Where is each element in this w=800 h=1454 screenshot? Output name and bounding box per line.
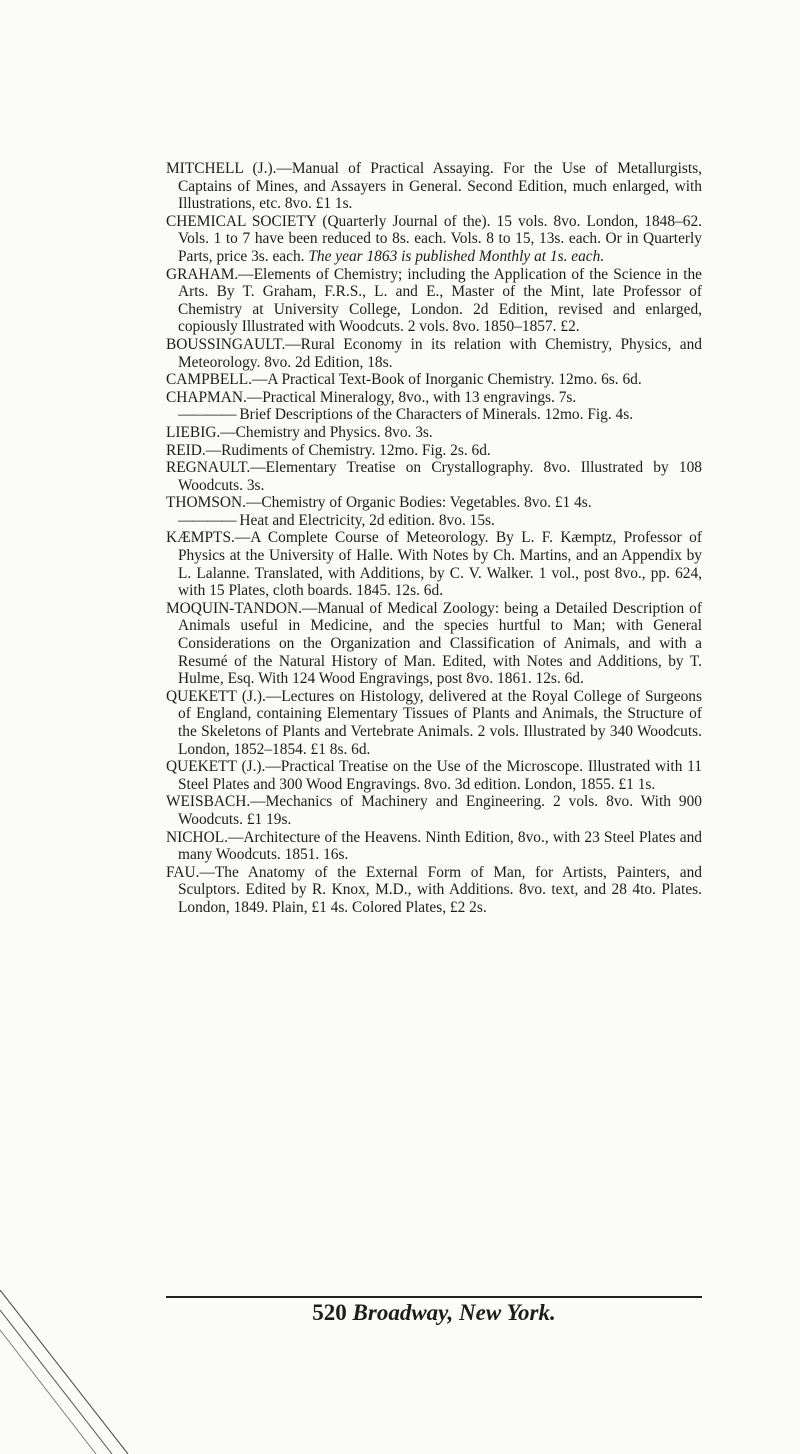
catalogue-entry (166, 389, 702, 407)
paper-crease-decoration (0, 1290, 140, 1454)
entry-text: NICHOL.—Architecture of the Heavens. Ninth Edition, 8vo., with 23 Steel Plates and many Woodcuts. 1851. 16s. (166, 828, 702, 864)
entry-text: GRAHAM.—Elements of Chemistry; including the Application of the Science in the Arts. By T. Graham, F.R.S., L. and E., Master of the Mint, late Professor of Chemistry at University College, London. 2d Edition, revised and enlarged, copiously Illustrated with Woodcuts. 2 vols. 8vo. 1850–1857. £2. (166, 265, 702, 336)
entry-text: Brief Descriptions of the Characters of Minerals. 12mo. Fig. 4s. (239, 406, 634, 424)
catalogue-entry (166, 213, 702, 266)
entry-text: CHAPMAN.—Practical Mineralogy, 8vo., with 13 engravings. 7s. (166, 388, 577, 406)
footer-rule (166, 1296, 702, 1298)
entry-text: FAU.—The Anatomy of the External Form of Man, for Artists, Painters, and Sculptors. Edited by R. Knox, M.D., with Additions. 8vo. text, and 28 4to. Plates. London, 1849. Plain, £1 4s. Colored Plates, £2 2s. (166, 863, 702, 916)
catalogue-entry (166, 600, 702, 688)
entry-text: LIEBIG.—Chemistry and Physics. 8vo. 3s. (166, 423, 433, 441)
entry-text: CHEMICAL SOCIETY (Quarterly Journal of the). 15 vols. 8vo. London, 1848–62. Vols. 1 to 7 have been reduced to 8s. each. Vols. 8 to 15, 13s. each. Or in Quarterly Parts, price 3s. each. (166, 212, 702, 265)
entry-text: BOUSSINGAULT.—Rural Economy in its relation with Chemistry, Physics, and Meteorology. 8vo. 2d Edition, 18s. (166, 335, 702, 371)
catalogue-entry (166, 424, 702, 442)
page-number: 520 (312, 1300, 347, 1325)
catalogue-entry (166, 406, 702, 424)
entry-text: QUEKETT (J.).—Lectures on Histology, delivered at the Royal College of Surgeons of England, containing Elementary Tissues of Plants and Animals, the Structure of the Skeletons of Plants and Vertebrate Animals. 2 vols. Illustrated by 340 Woodcuts. London, 1852–1854. £1 8s. 6d. (166, 687, 702, 758)
entry-text: CAMPBELL.—A Practical Text-Book of Inorganic Chemistry. 12mo. 6s. 6d. (166, 371, 642, 389)
catalogue-entry (166, 371, 702, 389)
entry-text: KÆMPTS.—A Complete Course of Meteorology. By L. F. Kæmptz, Professor of Physics at the University of Halle. With Notes by Ch. Martins, and an Appendix by L. Lalanne. Translated, with Additions, by C. V. Walker. 1 vol., post 8vo., pp. 624, with 15 Plates, cloth boards. 1845. 12s. 6d. (166, 529, 702, 600)
entry-text: Heat and Electricity, 2d edition. 8vo. 15s. (239, 511, 495, 529)
catalogue-entry (166, 266, 702, 336)
catalogue-entry (166, 459, 702, 494)
catalogue-entry (166, 442, 702, 460)
entry-note: The year 1863 is published Monthly at 1s. each. (308, 247, 605, 265)
publisher-address: Broadway, New York. (352, 1300, 556, 1325)
entry-text: WEISBACH.—Mechanics of Machinery and Engineering. 2 vols. 8vo. With 900 Woodcuts. £1 19s. (166, 793, 702, 828)
catalogue-entry (166, 829, 702, 864)
catalogue-entry (166, 688, 702, 758)
entry-text: REID.—Rudiments of Chemistry. 12mo. Fig. 2s. 6d. (166, 441, 491, 459)
catalogue-entry (166, 336, 702, 371)
catalogue-entry (166, 793, 702, 828)
catalogue-entries (166, 160, 702, 917)
catalogue-entry (166, 864, 702, 917)
page-footer (166, 1300, 702, 1326)
entry-text: QUEKETT (J.).—Practical Treatise on the Use of the Microscope. Illustrated with 11 Steel Plates and 300 Wood Engravings. 8vo. 3d edition. London, 1855. £1 1s. (166, 758, 702, 793)
catalogue-entry (166, 512, 702, 530)
catalogue-entry (166, 758, 702, 793)
ditto-dash: ———— (178, 406, 236, 424)
entry-text: THOMSON.—Chemistry of Organic Bodies: Vegetables. 8vo. £1 4s. (166, 494, 592, 512)
catalogue-entry (166, 494, 702, 512)
entry-text: MOQUIN-TANDON.—Manual of Medical Zoology: being a Detailed Description of Animals useful in Medicine, and the species hurtful to Man; with General Considerations on the Organization and Classification of Animals, and with a Resumé of the Natural History of Man. Edited, with Notes and Additions, by T. Hulme, Esq. With 124 Wood Engravings, post 8vo. 1861. 12s. 6d. (166, 599, 702, 688)
ditto-dash: ———— (178, 511, 236, 529)
catalogue-entry (166, 160, 702, 213)
entry-text: MITCHELL (J.).—Manual of Practical Assaying. For the Use of Metallurgists, Captains of Mines, and Assayers in General. Second Edition, much enlarged, with Illustrations, etc. 8vo. £1 1s. (166, 160, 702, 213)
entry-text: REGNAULT.—Elementary Treatise on Crystallography. 8vo. Illustrated by 108 Woodcuts. 3s. (166, 459, 702, 494)
catalogue-entry (166, 529, 702, 599)
